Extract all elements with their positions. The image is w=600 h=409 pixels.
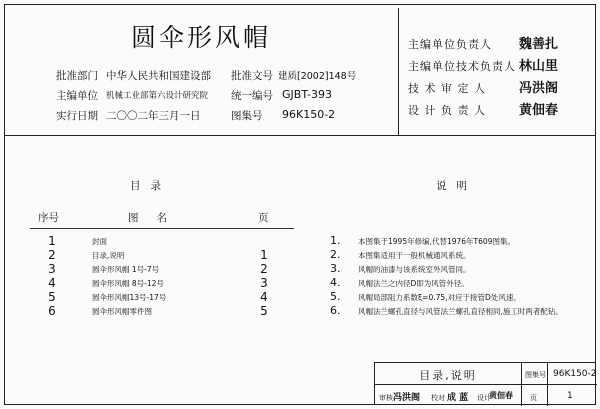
toc-row-name: 目录,说明: [92, 251, 125, 260]
toc-row-no: 3: [48, 262, 56, 276]
title-block-rule: [375, 384, 597, 385]
title-block-divider: [521, 363, 522, 406]
title-block: [374, 362, 596, 405]
toc-row: [0, 248, 300, 262]
toc-row-name: 封面: [92, 237, 107, 246]
design-head-label: 设 计 负 责 人: [408, 104, 486, 117]
toc-header-name: 图名: [128, 212, 185, 224]
atlas-title: 圆伞形风帽: [130, 23, 271, 52]
design-label: 设计: [477, 394, 491, 402]
reviewer-signature: 冯洪阁: [519, 81, 559, 96]
toc-row-page: 1: [260, 248, 268, 262]
toc-row-name: 圆伞形风帽零件图: [92, 307, 152, 316]
unified-no-value: GJBT-393: [282, 88, 332, 101]
page-label: 页: [530, 394, 537, 402]
approval-doc-label: 批准文号: [231, 70, 273, 82]
design-head-signature: 黄佃春: [519, 103, 559, 118]
tech-head-signature: 林山里: [519, 59, 559, 74]
toc-header-page: 页: [258, 212, 269, 224]
toc-header-rule: [30, 228, 294, 229]
toc-row-page: 3: [260, 276, 268, 290]
note-item-text: 风帽的油漆与该系统室外风管同。: [358, 265, 471, 274]
toc-row-no: 6: [48, 304, 56, 318]
toc-row-name: 圆伞形风帽 1号-7号: [92, 265, 160, 274]
note-item-no: 1.: [330, 234, 341, 247]
check-signature: 成 蓝: [447, 393, 469, 403]
toc-row-no: 5: [48, 290, 56, 304]
toc-row: [0, 262, 300, 276]
toc-row-page: 5: [260, 304, 268, 318]
unified-no-label: 统一编号: [231, 90, 273, 102]
toc-row-page: 4: [260, 290, 268, 304]
note-item-text: 风帽局部阻力系数ξ=0.75,对应于接管D处风速。: [358, 293, 521, 302]
editor-value: 机械工业部第六设计研究院: [106, 91, 209, 101]
toc-row-name: 圆伞形风帽 8号-12号: [92, 279, 164, 288]
atlas-no-label: 图集号: [231, 110, 263, 122]
toc-row: [0, 304, 300, 318]
note-item-no: 2.: [330, 248, 341, 261]
header-divider: [398, 8, 399, 136]
title-block-atlas-label: 图集号: [525, 371, 546, 379]
review-label: 审核: [379, 394, 393, 402]
tech-head-label: 主编单位技术负责人: [408, 60, 516, 73]
cover-header: [4, 4, 596, 136]
editor-head-label: 主编单位负责人: [408, 38, 492, 51]
design-signature: 黄佃春: [489, 390, 513, 400]
note-item-text: 本图集适用于一般机械通风系统。: [358, 251, 471, 260]
toc-row-no: 4: [48, 276, 56, 290]
note-item-no: 5.: [330, 290, 341, 303]
toc-header-no: 序号: [38, 212, 59, 224]
editor-label: 主编单位: [56, 90, 98, 102]
toc-row: [0, 276, 300, 290]
title-block-atlas-value: 96K150-2: [553, 369, 597, 379]
approval-dept-label: 批准部门: [56, 70, 98, 82]
note-item-no: 4.: [330, 276, 341, 289]
toc-row-name: 圆伞形风帽13号-17号: [92, 293, 167, 302]
toc-row-page: 2: [260, 262, 268, 276]
toc-row: [0, 234, 300, 248]
page-value: 1: [567, 391, 573, 401]
toc-row: [0, 290, 300, 304]
note-item-text: 本图集于1995年修编,代替1976年T609图集。: [358, 237, 515, 246]
impl-date-label: 实行日期: [56, 110, 98, 122]
notes-title: 说明: [436, 180, 477, 192]
reviewer-label: 技 术 审 定 人: [408, 82, 486, 95]
review-signature: 冯洪阁: [393, 393, 421, 403]
approval-dept-value: 中华人民共和国建设部: [106, 70, 211, 82]
toc-row-no: 1: [48, 234, 56, 248]
editor-head-signature: 魏善扎: [519, 37, 559, 52]
title-block-title: 目录,说明: [419, 369, 477, 382]
note-item-no: 3.: [330, 262, 341, 275]
impl-date-value: 二〇〇二年三月一日: [106, 110, 201, 122]
toc-row-no: 2: [48, 248, 56, 262]
note-item-text: 风帽法兰之内径D即为风管外径。: [358, 279, 469, 288]
atlas-no-value: 96K150-2: [282, 108, 336, 121]
title-block-divider: [547, 363, 548, 406]
note-item-no: 6.: [330, 304, 341, 317]
approval-doc-value: 建质[2002]148号: [278, 71, 357, 82]
toc-title: 目录: [130, 180, 171, 192]
check-label: 校对: [431, 394, 445, 402]
note-item-text: 风帽法兰螺孔直径与风管法兰螺孔直径相同,施工时两者配钻。: [358, 307, 563, 316]
